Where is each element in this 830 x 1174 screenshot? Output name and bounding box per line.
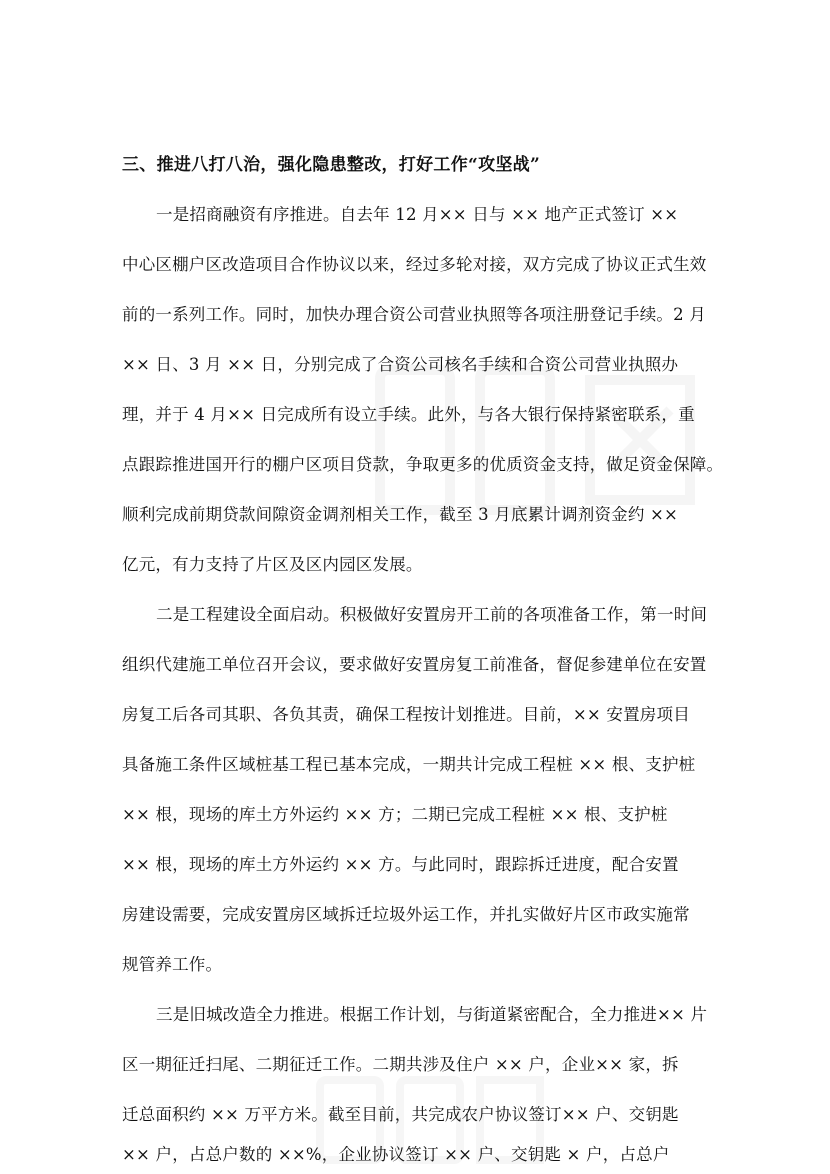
section-heading: 三、推进八打八治，强化隐患整改，打好工作“攻坚战” [122, 155, 541, 175]
paragraph-line: 一是招商融资有序推进。自去年 12 月×× 日与 ×× 地产正式签订 ×× [156, 205, 679, 224]
paragraph-line: 组织代建施工单位召开会议，要求做好安置房复工前准备，督促参建单位在安置 [122, 655, 707, 674]
paragraph-line: ×× 根，现场的库土方外运约 ×× 方；二期已完成工程桩 ×× 根、支护桩 [122, 805, 668, 824]
paragraph-line: 迁总面积约 ×× 万平方米。截至目前，共完成农户协议签订×× 户、交钥匙 [122, 1105, 679, 1124]
paragraph-line: 中心区棚户区改造项目合作协议以来，经过多轮对接，双方完成了协议正式生效 [122, 255, 707, 274]
paragraph-line: 理，并于 4 月×× 日完成所有设立手续。此外，与各大银行保持紧密联系，重 [122, 405, 695, 424]
paragraph-line: ×× 日、3 月 ×× 日，分别完成了合资公司核名手续和合资公司营业执照办 [122, 355, 679, 374]
paragraph-line: 前的一系列工作。同时，加快办理合资公司营业执照等各项注册登记手续。2 月 [122, 305, 706, 324]
paragraph-line: 顺利完成前期贷款间隙资金调剂相关工作，截至 3 月底累计调剂资金约 ×× [122, 505, 679, 524]
paragraph-line: 具备施工条件区域桩基工程已基本完成，一期共计完成工程桩 ×× 根、支护桩 [122, 755, 696, 774]
paragraph-line: 点跟踪推进国开行的棚户区项目贷款，争取更多的优质资金支持，做足资金保障。 [122, 455, 724, 474]
paragraph-line: 区一期征迁扫尾、二期征迁工作。二期共涉及住户 ×× 户，企业×× 家，拆 [122, 1055, 679, 1074]
paragraph-line: 二是工程建设全面启动。积极做好安置房开工前的各项准备工作，第一时间 [156, 605, 708, 624]
paragraph-line: 规管养工作。 [122, 955, 223, 974]
paragraph-line: 亿元，有力支持了片区及区内园区发展。 [122, 555, 423, 574]
paragraph-line: ×× 户，占总户数的 ××%，企业协议签订 ×× 户、交钥匙 × 户，占总户 [122, 1145, 670, 1164]
paragraph-line: 三是旧城改造全力推进。根据工作计划，与街道紧密配合，全力推进×× 片 [156, 1005, 708, 1024]
paragraph-line: ×× 根，现场的库土方外运约 ×× 方。与此同时，跟踪拆迁进度，配合安置 [122, 855, 679, 874]
paragraph-line: 房复工后各司其职、各负其责，确保工程按计划推进。目前，×× 安置房项目 [122, 705, 690, 724]
paragraph-line: 房建设需要，完成安置房区域拆迁垃圾外运工作，并扎实做好片区市政实施常 [122, 905, 690, 924]
